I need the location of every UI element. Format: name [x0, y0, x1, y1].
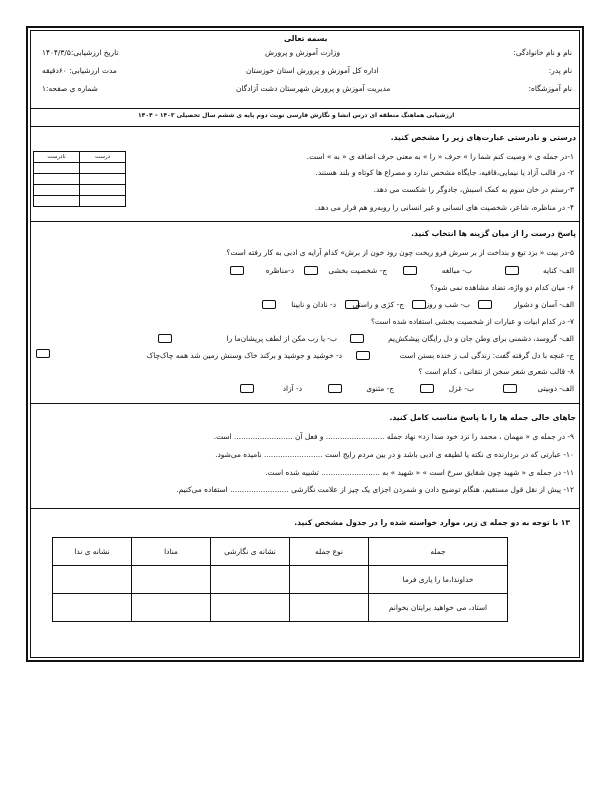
fill-item-10: ۱۰- عبارتی که در بردارنده ی نکته یا لطیفه ی ادبی باشد و در بین مردم رایج است ......................... نامیده می‌شود. [215, 450, 574, 459]
page-number: شماره ی صفحه:۱ [42, 84, 98, 93]
q6-option-c: ج- کژی و راستی [352, 300, 404, 309]
header-sentence: جمله [369, 538, 508, 566]
answer-cell[interactable] [34, 174, 80, 185]
divider [30, 403, 580, 404]
answer-cell[interactable] [53, 566, 132, 594]
q5-option-b: ب- مبالغه [441, 266, 472, 275]
answer-cell[interactable] [211, 594, 290, 622]
section2-title: پاسخ درست را از میان گزینه ها انتخاب کنید. [411, 229, 576, 238]
province: اداره کل آموزش و پرورش استان خوزستان [246, 66, 379, 75]
divider [30, 126, 580, 127]
exam-duration: مدت ارزشیابی: ۶۰دقیقه [42, 66, 117, 75]
q7-checkbox-d[interactable] [36, 349, 50, 358]
father-label: نام پدر: [548, 66, 572, 75]
answer-cell[interactable] [80, 185, 126, 196]
divider [30, 508, 580, 509]
answer-cell[interactable] [80, 196, 126, 207]
answer-cell[interactable] [34, 196, 80, 207]
q8-checkbox-c[interactable] [328, 384, 342, 393]
q8-checkbox-b[interactable] [420, 384, 434, 393]
section3-title: جاهای خالی جمله ها را با پاسخ مناسب کامل کنید. [389, 413, 576, 422]
answer-cell[interactable] [211, 566, 290, 594]
true-header: درست [80, 152, 126, 163]
q5-option-c: ج- شخصیت بخشی [328, 266, 387, 275]
false-header: نادرست [34, 152, 80, 163]
exam-date: تاریخ ارزشیابی:۱۴۰۴/۳/۵ [42, 48, 119, 57]
q8-text: ۸- قالب شعری شعر سخن از نتقانی ، کدام است ؟ [418, 367, 574, 376]
section4-title: ۱۳ با توجه به دو جمله ی زیر، موارد خواسته شده را در جدول مشخص کنید. [294, 518, 570, 527]
basmala: بسمه تعالی [284, 34, 328, 43]
district: مدیریت آموزش و پرورش شهرستان دشت آزادگان [236, 84, 391, 93]
q8-option-d: د- آزاد [282, 384, 302, 393]
answer-cell[interactable] [290, 594, 369, 622]
q5-text: ۵-در بیت « بزد تیغ و بنداخت از بر سرش فرو ریخت چون رود خون از برش» کدام آرایه ی ادبی به کار رفته است؟ [226, 248, 574, 257]
q7-option-d: د- خوشید و جوشید و برکند خاک وسنش زمین شد همه چاک‌چاک [146, 351, 342, 360]
true-false-table [33, 151, 126, 207]
ministry: وزارت آموزش و پرورش [265, 48, 341, 57]
q7-checkbox-b[interactable] [158, 334, 172, 343]
q5-option-a: الف- کنایه [543, 266, 574, 275]
tf-item-1: ۱-در جمله ی « وصیت کنم شما را » حرف « را » به معنی حرف اضافه ی « به » است. [306, 152, 574, 161]
q5-checkbox-c[interactable] [304, 266, 318, 275]
header-sentence-type: نوع جمله [290, 538, 369, 566]
divider [30, 221, 580, 222]
q7-option-b: ب- یا رب مکن از لطف پریشان‌ما را [226, 334, 337, 343]
q6-checkbox-b[interactable] [412, 300, 426, 309]
answer-cell[interactable] [34, 163, 80, 174]
answer-cell[interactable] [290, 566, 369, 594]
q8-checkbox-a[interactable] [503, 384, 517, 393]
q6-checkbox-c[interactable] [345, 300, 359, 309]
tf-item-3: ۳-رستم در خان سوم به کمک اسبش، جادوگر را شکست می دهد. [373, 185, 574, 194]
q7-text: ۷- در کدام ابیات و عبارات از شخصیت بخشی استفاده شده است؟ [370, 317, 574, 326]
answer-cell[interactable] [132, 566, 211, 594]
tf-item-4: ۴- در مناظره، شاعر، شخصیت های انسانی و غیر انسانی را رو‌به‌رو هم قرار می دهد. [314, 203, 574, 212]
q8-checkbox-d[interactable] [240, 384, 254, 393]
answer-cell[interactable] [132, 594, 211, 622]
q6-checkbox-d[interactable] [262, 300, 276, 309]
q6-option-b: ب- شب و روز [425, 300, 470, 309]
q6-text: ۶- میان کدام دو واژه، تضاد مشاهده نمی شود؟ [430, 283, 574, 292]
fill-item-11: ۱۱- در جمله ی « شهید چون شقایق سرخ است » « شهید » به ......................... تشبیه شده است. [265, 468, 574, 477]
answer-cell[interactable] [34, 185, 80, 196]
header-punctuation: نشانه ی نگارشی [211, 538, 290, 566]
answer-cell[interactable] [53, 594, 132, 622]
q8-option-c: ج- مثنوی [366, 384, 394, 393]
fill-item-9: ۹- در جمله ی « مهمان ، محمد را نزد خود صدا زد» نهاد جمله ......................... و فعل آن ......................... است. [213, 432, 574, 441]
q7-checkbox-a[interactable] [350, 334, 364, 343]
q8-option-a: الف- دوبیتی [537, 384, 574, 393]
answer-cell[interactable] [80, 174, 126, 185]
q6-checkbox-a[interactable] [478, 300, 492, 309]
header-addressee: منادا [132, 538, 211, 566]
section1-title: درستی و نادرستی عبارت‌های زیر را مشخص کنید. [390, 133, 576, 142]
q5-checkbox-a[interactable] [505, 266, 519, 275]
q5-checkbox-b[interactable] [403, 266, 417, 275]
q7-option-c: ج- غنچه با دل گرفته گفت: زندگی لب ز خنده بستن است [399, 351, 574, 360]
q5-option-d: د-مناظره [265, 266, 294, 275]
sentence-cell: استاد، می خواهید برایتان بخوانم [369, 594, 508, 622]
tf-item-2: ۲- در قالب آزاد یا نیمایی،قافیه، جایگاه مشخص ندارد و مصراع ها کوتاه و بلند هستند. [315, 168, 574, 177]
sub-header: ارزشیابی هماهنگ منطقه ای درس انشا و نگارش فارسی نوبت دوم پایه ی ششم سال تحصیلی ۱۴۰۳ – ۱۴۰۴ [138, 112, 455, 119]
q6-option-a: الف- آسان و دشوار [513, 300, 574, 309]
fill-item-12: ۱۲- پیش از نقل قول مستقیم، هنگام توضیح دادن و شمردن اجزای یک چیز از علامت نگارشی ......................... استفاده می‌کنیم. [176, 485, 574, 494]
divider [30, 108, 580, 109]
q5-checkbox-d[interactable] [230, 266, 244, 275]
q7-checkbox-c[interactable] [356, 351, 370, 360]
name-label: نام و نام خانوادگی: [513, 48, 572, 57]
q8-option-b: ب- غزل [448, 384, 474, 393]
q7-option-a: الف- گروسد، دشمنی برای وطن جان و دل رایگان پیشکش‌یم [388, 334, 574, 343]
header-vocative-mark: نشانه ی ندا [53, 538, 132, 566]
sentence-cell: خداوندا،ما را یاری فرما [369, 566, 508, 594]
school-label: نام آموزشگاه: [528, 84, 572, 93]
q6-option-d: د- نادان و نابینا [291, 300, 336, 309]
sentence-analysis-table [52, 537, 508, 622]
answer-cell[interactable] [80, 163, 126, 174]
